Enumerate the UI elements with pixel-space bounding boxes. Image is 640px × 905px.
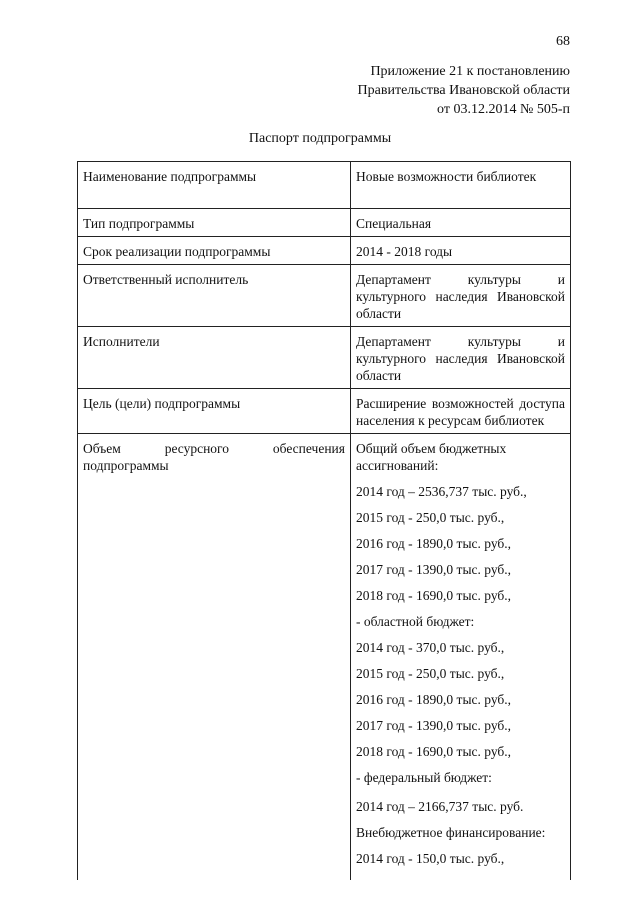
resource-line: 2014 год – 2536,737 тыс. руб., — [356, 484, 527, 499]
table-row — [78, 209, 571, 237]
page-number: 68 — [556, 34, 570, 49]
resource-line: 2014 год - 150,0 тыс. руб., — [356, 851, 505, 866]
row-value: 2014 - 2018 годы — [351, 237, 571, 265]
resource-line: 2016 год - 1890,0 тыс. руб., — [356, 692, 512, 707]
row-value: Департамент культуры и культурного наследия Ивановской области — [351, 327, 571, 389]
resource-line: - областной бюджет: — [356, 614, 475, 629]
resource-line: 2015 год - 250,0 тыс. руб., — [356, 666, 505, 681]
resource-line: Общий объем бюджетных ассигнований: — [356, 441, 507, 473]
document-header — [358, 62, 570, 119]
table-row — [78, 162, 571, 209]
row-value: Специальная — [351, 209, 571, 237]
row-label: Срок реализации подпрограммы — [78, 237, 351, 265]
row-value: Новые возможности библиотек — [351, 162, 571, 209]
row-value: Расширение возможностей доступа населения к ресурсам библиотек — [351, 389, 571, 434]
row-label: Тип подпрограммы — [78, 209, 351, 237]
header-line-1: Приложение 21 к постановлению — [370, 64, 570, 79]
table-row — [78, 237, 571, 265]
resource-line: 2015 год - 250,0 тыс. руб., — [356, 510, 505, 525]
row-label: Наименование подпрограммы — [78, 162, 351, 209]
row-label: Исполнители — [78, 327, 351, 389]
table-row — [78, 434, 571, 881]
resources-cell — [351, 434, 571, 881]
header-line-3: от 03.12.2014 № 505-п — [437, 102, 570, 117]
row-value: Департамент культуры и культурного наследия Ивановской области — [351, 265, 571, 327]
row-label: Цель (цели) подпрограммы — [78, 389, 351, 434]
resource-line: 2018 год - 1690,0 тыс. руб., — [356, 588, 512, 603]
table-row — [78, 265, 571, 327]
table-row — [78, 327, 571, 389]
resource-line: 2014 год – 2166,737 тыс. руб. — [356, 799, 524, 814]
resource-line: 2014 год - 370,0 тыс. руб., — [356, 640, 505, 655]
row-label: Ответственный исполнитель — [78, 265, 351, 327]
row-label: Объем ресурсного обеспечения подпрограммы — [78, 434, 351, 881]
resource-line: 2017 год - 1390,0 тыс. руб., — [356, 718, 512, 733]
resource-line: 2016 год - 1890,0 тыс. руб., — [356, 536, 512, 551]
resource-line: - федеральный бюджет: — [356, 770, 492, 785]
document-title: Паспорт подпрограммы — [248, 131, 392, 146]
table-row — [78, 389, 571, 434]
resource-line: 2017 год - 1390,0 тыс. руб., — [356, 562, 512, 577]
resource-line: 2018 год - 1690,0 тыс. руб., — [356, 744, 512, 759]
resource-line: Внебюджетное финансирование: — [356, 825, 546, 840]
header-line-2: Правительства Ивановской области — [357, 83, 570, 98]
passport-table — [77, 161, 571, 880]
